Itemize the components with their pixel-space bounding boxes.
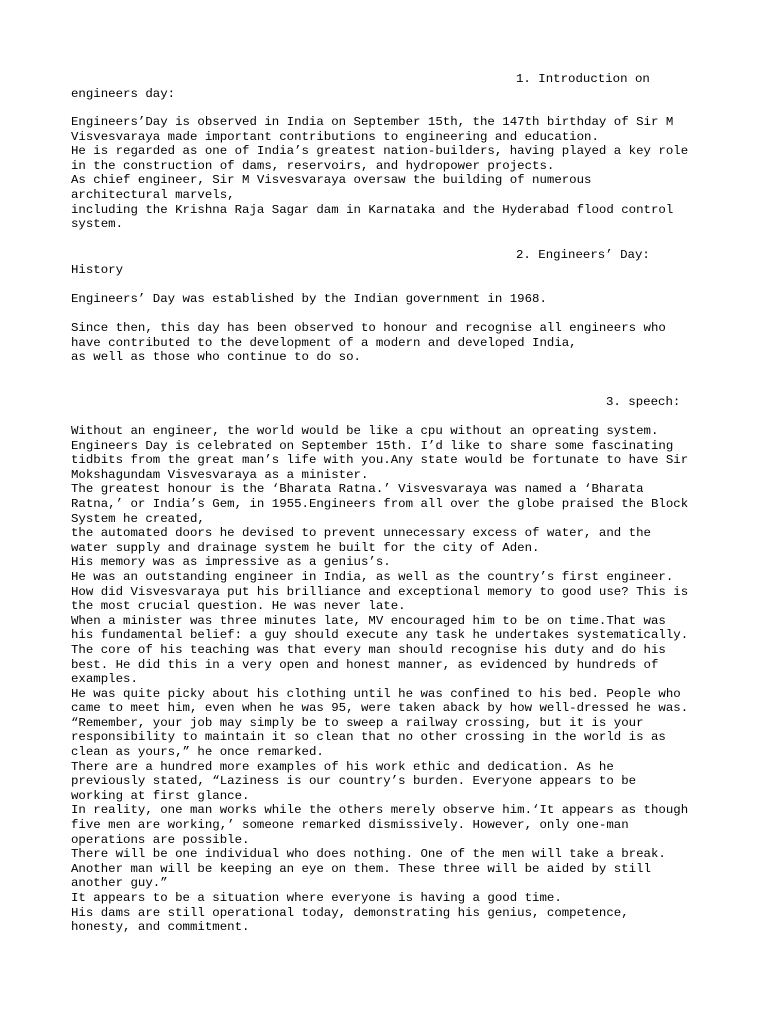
section-3-heading: 3. speech:: [606, 395, 681, 409]
text-line: Without an engineer, the world would be like a cpu without an opreating system.: [71, 424, 659, 438]
text-line: tidbits from the great man’s life with you.Any state would be fortunate to have Sir: [71, 453, 689, 468]
text-line: examples.: [71, 672, 138, 687]
text-line: previously stated, “Laziness is our country’s burden. Everyone appears to be: [71, 774, 637, 789]
text-line: including the Krishna Raja Sagar dam in Karnataka and the Hyderabad flood control: [71, 202, 674, 217]
text-line: His memory was as impressive as a genius’s.: [71, 555, 391, 570]
text-line: In reality, one man works while the others merely observe him.‘It appears as though: [71, 803, 689, 818]
section-1-paragraph-1: [71, 115, 761, 232]
text-line: Engineers’Day is observed in India on September 15th, the 147th birthday of Sir M: [71, 115, 674, 129]
text-line: How did Visvesvaraya put his brilliance and exceptional memory to good use? This is: [71, 584, 689, 599]
text-line: have contributed to the development of a modern and developed India,: [71, 335, 577, 350]
text-line: Mokshagundam Visvesvaraya as a minister.: [71, 467, 369, 482]
text-line: system.: [71, 217, 124, 232]
text-line: honesty, and commitment.: [71, 920, 250, 935]
section-3-paragraph-1: [71, 424, 761, 935]
text-line: Since then, this day has been observed to honour and recognise all engineers who: [71, 321, 666, 335]
text-line: When a minister was three minutes late, MV encouraged him to be on time.That was: [71, 613, 666, 628]
text-line: As chief engineer, Sir M Visvesvaraya oversaw the building of numerous: [71, 173, 592, 188]
text-line: as well as those who continue to do so.: [71, 350, 361, 365]
text-line: He was quite picky about his clothing until he was confined to his bed. People who: [71, 686, 681, 701]
text-line: five men are working,’ someone remarked dismissively. However, only one-man: [71, 818, 629, 833]
text-line: water supply and drainage system he built for the city of Aden.: [71, 540, 540, 555]
text-line: operations are possible.: [71, 832, 250, 847]
text-line: He was an outstanding engineer in India, as well as the country’s first engineer.: [71, 569, 674, 584]
text-line: His dams are still operational today, demonstrating his genius, competence,: [71, 905, 629, 920]
text-line: working at first glance.: [71, 788, 250, 803]
text-line: his fundamental belief: a guy should execute any task he undertakes systematically.: [71, 628, 689, 643]
text-line: responsibility to maintain it so clean that no other crossing in the world is as: [71, 730, 666, 745]
text-line: It appears to be a situation where everyone is having a good time.: [71, 891, 562, 905]
text-line: There will be one individual who does nothing. One of the men will take a break.: [71, 847, 666, 862]
text-line: Another man will be keeping an eye on them. These three will be aided by still: [71, 861, 651, 876]
section-1-heading: 1. Introduction on: [516, 72, 650, 86]
section-2-paragraph-1: [71, 292, 761, 307]
section-2-paragraph-2: [71, 321, 761, 365]
text-line: came to meet him, even when he was 95, were taken aback by how well-dressed he was.: [71, 701, 689, 716]
text-line: another guy.”: [71, 876, 168, 891]
text-line: architectural marvels,: [71, 187, 235, 202]
section-2-heading: 2. Engineers’ Day:: [516, 248, 650, 262]
section-2-heading-continued: History: [71, 263, 124, 277]
text-line: the automated doors he devised to prevent unnecessary excess of water, and the: [71, 526, 651, 541]
text-line: in the construction of dams, reservoirs, and hydropower projects.: [71, 158, 555, 173]
text-line: clean as yours,” he once remarked.: [71, 745, 324, 760]
text-line: Engineers’ Day was established by the Indian government in 1968.: [71, 292, 547, 306]
text-line: Ratna,’ or India’s Gem, in 1955.Engineers from all over the globe praised the Block: [71, 496, 689, 511]
text-line: “Remember, your job may simply be to sweep a railway crossing, but it is your: [71, 715, 644, 730]
text-line: Visvesvaraya made important contributions to engineering and education.: [71, 129, 599, 144]
text-line: He is regarded as one of India’s greatest nation-builders, having played a key role: [71, 144, 689, 159]
text-line: System he created,: [71, 511, 205, 526]
text-line: The core of his teaching was that every man should recognise his duty and do his: [71, 642, 666, 657]
text-line: best. He did this in a very open and honest manner, as evidenced by hundreds of: [71, 657, 659, 672]
text-line: There are a hundred more examples of his work ethic and dedication. As he: [71, 759, 614, 774]
text-line: Engineers Day is celebrated on September 15th. I’d like to share some fascinating: [71, 438, 674, 453]
text-line: the most crucial question. He was never late.: [71, 599, 406, 614]
section-1-heading-continued: engineers day:: [71, 87, 176, 101]
text-line: The greatest honour is the ‘Bharata Ratna.’ Visvesvaraya was named a ‘Bharata: [71, 482, 644, 497]
